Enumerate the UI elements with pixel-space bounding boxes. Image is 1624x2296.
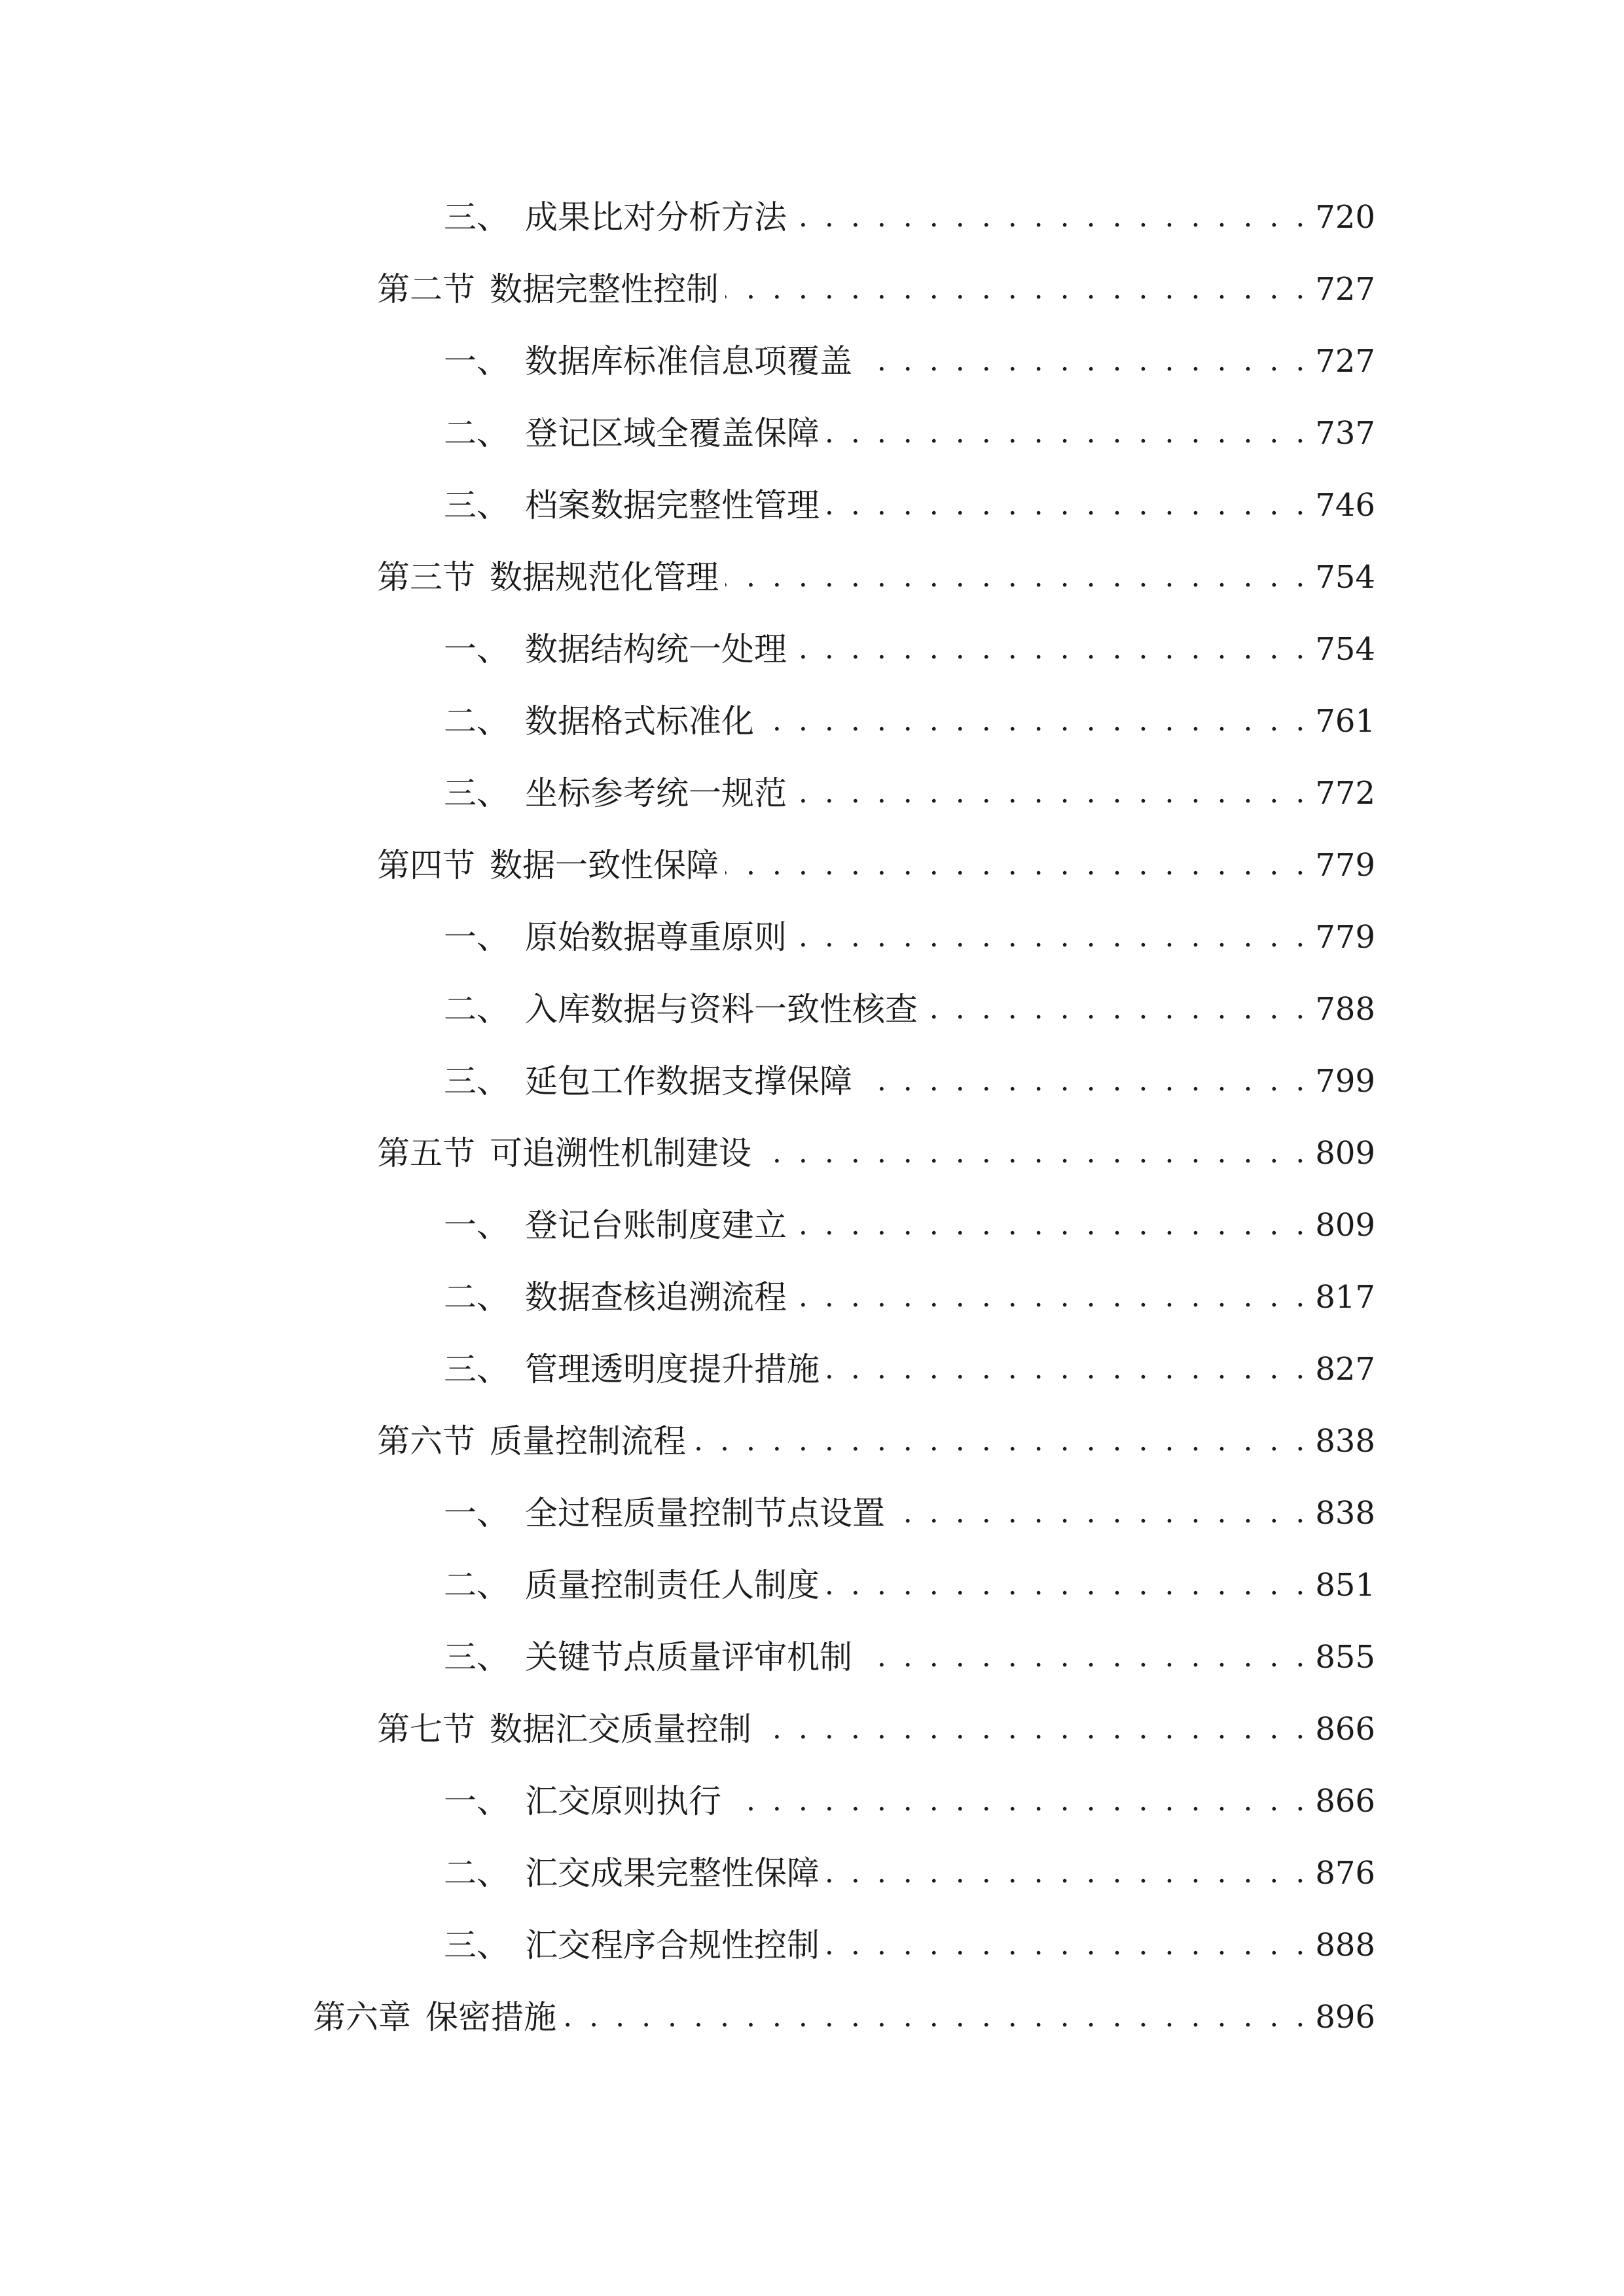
toc-entry[interactable] — [377, 1703, 1375, 1755]
toc-entry[interactable] — [444, 407, 1375, 459]
entry-title: 数据汇交质量控制 — [490, 1710, 751, 1748]
entry-number: 二、 — [444, 1566, 509, 1604]
dot-leader — [725, 839, 1308, 891]
entry-title: 管理透明度提升措施 — [525, 1350, 820, 1388]
entry-page-number: 866 — [1315, 1711, 1375, 1748]
entry-number: 三、 — [444, 1062, 509, 1100]
entry-title: 汇交原则执行 — [525, 1782, 721, 1820]
dot-leader — [859, 1055, 1308, 1107]
toc-entry[interactable] — [444, 767, 1375, 819]
entry-title: 登记台账制度建立 — [525, 1206, 787, 1244]
entry-title: 汇交成果完整性保障 — [525, 1854, 820, 1892]
toc-entry[interactable] — [444, 1775, 1375, 1827]
entry-number: 第五节 — [377, 1134, 475, 1172]
entry-title: 数据完整性控制 — [490, 270, 719, 308]
entry-page-number: 754 — [1315, 559, 1375, 596]
entry-title: 可追溯性机制建设 — [490, 1134, 751, 1172]
entry-number: 一、 — [444, 1782, 509, 1820]
entry-page-number: 727 — [1315, 271, 1375, 308]
toc-entry[interactable] — [444, 335, 1375, 387]
entry-title: 关键节点质量评审机制 — [525, 1638, 852, 1676]
entry-page-number: 779 — [1315, 847, 1375, 884]
entry-number: 一、 — [444, 918, 509, 956]
entry-page-number: 855 — [1315, 1639, 1375, 1676]
entry-page-number: 851 — [1315, 1567, 1375, 1604]
dot-leader — [728, 1775, 1308, 1827]
toc-entry[interactable] — [377, 1127, 1375, 1179]
dot-leader — [793, 911, 1308, 963]
entry-page-number: 866 — [1315, 1783, 1375, 1820]
entry-number: 二、 — [444, 1854, 509, 1892]
dot-leader — [725, 263, 1308, 315]
entry-page-number: 720 — [1315, 199, 1375, 236]
dot-leader — [924, 983, 1308, 1035]
entry-page-number: 788 — [1315, 991, 1375, 1028]
dot-leader — [859, 1631, 1308, 1683]
entry-number: 三、 — [444, 1350, 509, 1388]
toc-entry[interactable] — [444, 983, 1375, 1035]
toc-entry[interactable] — [377, 551, 1375, 603]
entry-number: 三、 — [444, 1638, 509, 1676]
dot-leader — [826, 407, 1308, 459]
entry-title: 数据一致性保障 — [490, 846, 719, 884]
entry-page-number: 827 — [1315, 1351, 1375, 1388]
entry-number: 三、 — [444, 1926, 509, 1964]
entry-title: 坐标参考统一规范 — [525, 774, 787, 812]
toc-entry[interactable] — [444, 479, 1375, 531]
toc-entry[interactable] — [444, 1271, 1375, 1323]
entry-title: 全过程质量控制节点设置 — [525, 1494, 885, 1532]
entry-title: 汇交程序合规性控制 — [525, 1926, 820, 1964]
entry-title: 数据结构统一处理 — [525, 630, 787, 668]
entry-title: 数据库标准信息项覆盖 — [525, 342, 852, 380]
toc-entry[interactable] — [444, 1919, 1375, 1971]
entry-title: 登记区域全覆盖保障 — [525, 414, 820, 452]
dot-leader — [892, 1487, 1308, 1539]
entry-page-number: 761 — [1315, 703, 1375, 740]
entry-title: 保密措施 — [425, 1998, 556, 2036]
entry-number: 二、 — [444, 990, 509, 1028]
toc-entry[interactable] — [444, 1847, 1375, 1899]
entry-number: 一、 — [444, 1494, 509, 1532]
entry-page-number: 888 — [1315, 1927, 1375, 1964]
toc-entry[interactable] — [444, 1199, 1375, 1251]
toc-entry[interactable] — [444, 911, 1375, 963]
entry-title: 质量控制流程 — [490, 1422, 686, 1460]
toc-entry[interactable] — [377, 1415, 1375, 1467]
entry-number: 一、 — [444, 342, 509, 380]
entry-number: 一、 — [444, 1206, 509, 1244]
dot-leader — [725, 551, 1308, 603]
dot-leader — [793, 623, 1308, 675]
entry-page-number: 779 — [1315, 919, 1375, 956]
entry-number: 第六章 — [313, 1998, 411, 2036]
entry-number: 二、 — [444, 414, 509, 452]
entry-title: 数据格式标准化 — [525, 702, 754, 740]
toc-entry[interactable] — [313, 1991, 1375, 2043]
dot-leader — [826, 1343, 1308, 1395]
dot-leader — [793, 767, 1308, 819]
entry-page-number: 799 — [1315, 1063, 1375, 1100]
entry-title: 入库数据与资料一致性核查 — [525, 990, 918, 1028]
toc-entry[interactable] — [444, 623, 1375, 675]
entry-title: 数据查核追溯流程 — [525, 1278, 787, 1316]
entry-title: 质量控制责任人制度 — [525, 1566, 820, 1604]
entry-title: 延包工作数据支撑保障 — [525, 1062, 852, 1100]
entry-number: 第二节 — [377, 270, 475, 308]
dot-leader — [826, 1919, 1308, 1971]
entry-title: 档案数据完整性管理 — [525, 486, 820, 524]
entry-number: 第三节 — [377, 558, 475, 596]
entry-page-number: 772 — [1315, 775, 1375, 812]
entry-number: 第四节 — [377, 846, 475, 884]
dot-leader — [859, 335, 1308, 387]
entry-page-number: 876 — [1315, 1855, 1375, 1892]
dot-leader — [826, 1559, 1308, 1611]
toc-entry[interactable] — [444, 1559, 1375, 1611]
entry-page-number: 817 — [1315, 1279, 1375, 1316]
dot-leader — [758, 1703, 1308, 1755]
entry-number: 三、 — [444, 198, 509, 236]
dot-leader — [793, 191, 1308, 243]
entry-number: 二、 — [444, 702, 509, 740]
toc-entry[interactable] — [377, 839, 1375, 891]
toc-entry[interactable] — [377, 263, 1375, 315]
entry-page-number: 727 — [1315, 343, 1375, 380]
entry-page-number: 746 — [1315, 487, 1375, 524]
entry-page-number: 838 — [1315, 1423, 1375, 1460]
toc-entry[interactable] — [444, 695, 1375, 747]
entry-title: 原始数据尊重原则 — [525, 918, 787, 956]
entry-page-number: 896 — [1315, 1999, 1375, 2036]
entry-number: 第六节 — [377, 1422, 475, 1460]
dot-leader — [793, 1199, 1308, 1251]
entry-page-number: 809 — [1315, 1135, 1375, 1172]
dot-leader — [758, 1127, 1308, 1179]
entry-number: 一、 — [444, 630, 509, 668]
entry-number: 三、 — [444, 774, 509, 812]
entry-number: 三、 — [444, 486, 509, 524]
entry-page-number: 809 — [1315, 1207, 1375, 1244]
toc-entry[interactable] — [444, 1487, 1375, 1539]
toc-entry[interactable] — [444, 191, 1375, 243]
toc-entry[interactable] — [444, 1343, 1375, 1395]
entry-title: 成果比对分析方法 — [525, 198, 787, 236]
toc-entry[interactable] — [444, 1055, 1375, 1107]
entry-page-number: 737 — [1315, 415, 1375, 452]
entry-page-number: 754 — [1315, 631, 1375, 668]
dot-leader — [693, 1415, 1308, 1467]
toc-entry[interactable] — [444, 1631, 1375, 1683]
dot-leader — [826, 1847, 1308, 1899]
dot-leader — [563, 1991, 1308, 2043]
dot-leader — [826, 479, 1308, 531]
dot-leader — [793, 1271, 1308, 1323]
entry-title: 数据规范化管理 — [490, 558, 719, 596]
entry-page-number: 838 — [1315, 1495, 1375, 1532]
entry-number: 二、 — [444, 1278, 509, 1316]
dot-leader — [761, 695, 1308, 747]
entry-number: 第七节 — [377, 1710, 475, 1748]
